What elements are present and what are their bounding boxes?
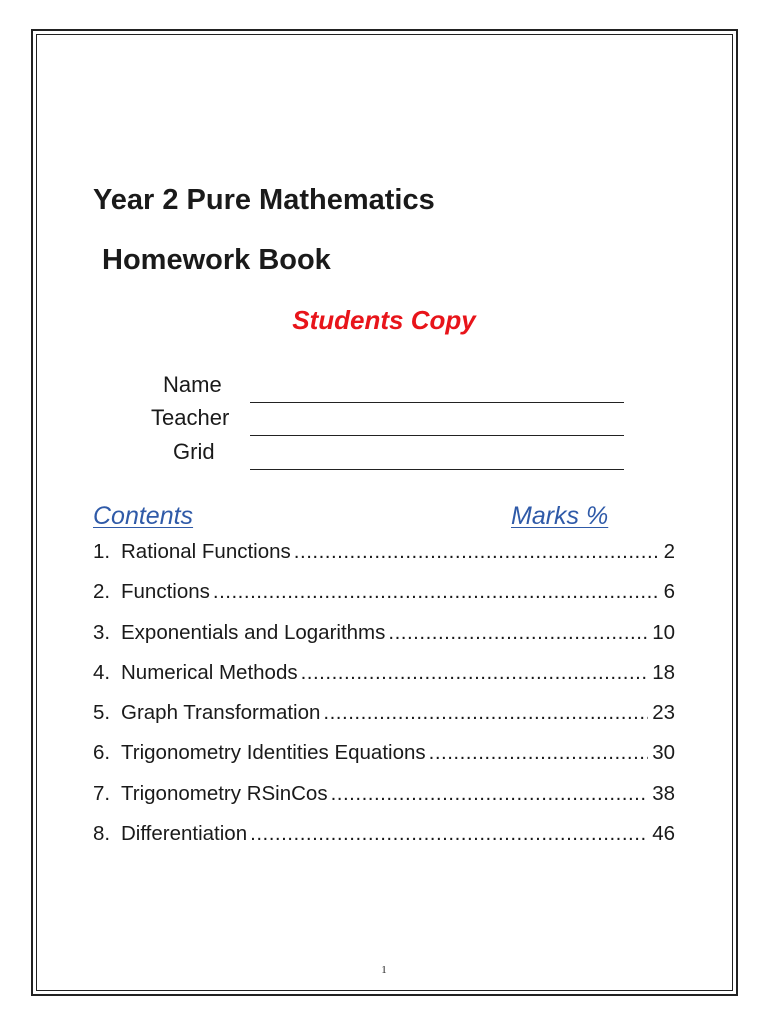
toc-dot-leader — [429, 741, 649, 765]
toc-dot-leader — [323, 701, 648, 725]
toc-item-page: 46 — [652, 822, 675, 846]
toc-item[interactable] — [93, 540, 675, 580]
toc-item-page: 18 — [652, 660, 675, 684]
page-number: 1 — [381, 964, 387, 976]
name-field[interactable] — [250, 402, 624, 403]
toc-item-page: 23 — [652, 701, 675, 725]
contents-heading: Contents — [93, 502, 194, 530]
toc-item-title: Differentiation — [121, 822, 248, 846]
toc-dot-leader — [388, 621, 648, 645]
toc-item-title: Trigonometry RSinCos — [121, 781, 328, 805]
grid-field[interactable] — [250, 469, 624, 470]
toc-item-page: 6 — [663, 580, 675, 604]
toc-item-number: 2. — [93, 580, 111, 604]
toc-item-title: Rational Functions — [121, 540, 291, 563]
toc-item-number: 6. — [93, 741, 111, 765]
teacher-field[interactable] — [250, 435, 624, 436]
document-title: Year 2 Pure Mathematics — [93, 184, 435, 216]
toc-item-title: Trigonometry Identities Equations — [121, 741, 426, 765]
toc-item-number: 1. — [93, 540, 111, 563]
toc-item[interactable] — [93, 822, 675, 862]
toc-dot-leader — [250, 822, 648, 846]
toc-item[interactable] — [93, 580, 675, 620]
table-of-contents — [93, 540, 675, 862]
name-label: Name — [163, 372, 222, 397]
toc-item-page: 38 — [652, 781, 675, 805]
toc-item-title: Numerical Methods — [121, 660, 298, 684]
toc-item-number: 8. — [93, 822, 111, 846]
toc-dot-leader — [301, 661, 649, 685]
toc-item-title: Exponentials and Logarithms — [121, 620, 386, 644]
toc-item[interactable] — [93, 661, 675, 701]
toc-item-title: Functions — [121, 580, 210, 604]
students-copy-subtitle: Students Copy — [292, 305, 476, 335]
toc-item-number: 5. — [93, 701, 111, 725]
toc-item[interactable] — [93, 701, 675, 741]
toc-item[interactable] — [93, 621, 675, 661]
toc-item[interactable] — [93, 782, 675, 822]
toc-item-page: 10 — [652, 620, 675, 644]
toc-item-title: Graph Transformation — [121, 701, 321, 725]
toc-item-number: 7. — [93, 781, 111, 805]
toc-dot-leader — [294, 540, 660, 564]
toc-item-page: 30 — [652, 741, 675, 765]
toc-item-number: 3. — [93, 620, 111, 644]
toc-dot-leader — [331, 782, 649, 806]
toc-dot-leader — [213, 580, 660, 604]
toc-item-page: 2 — [663, 540, 675, 563]
toc-item-number: 4. — [93, 660, 111, 684]
document-title-line-2: Homework Book — [102, 244, 331, 276]
teacher-label: Teacher — [151, 405, 230, 430]
marks-heading: Marks % — [511, 502, 609, 530]
toc-item[interactable] — [93, 741, 675, 781]
grid-label: Grid — [173, 439, 215, 464]
